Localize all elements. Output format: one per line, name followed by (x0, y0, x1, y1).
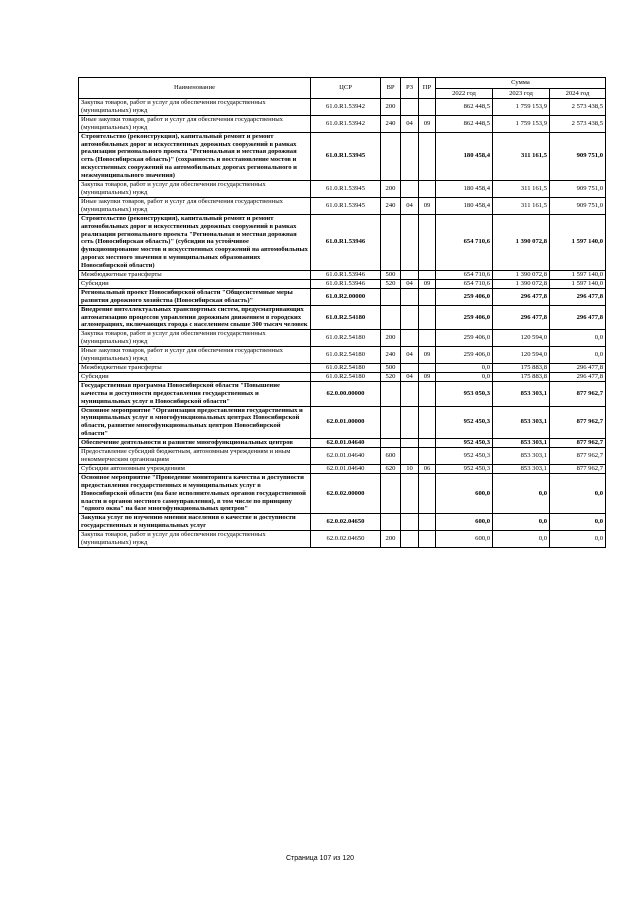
table-row (79, 181, 606, 198)
row-vr-cell: 200 (381, 330, 401, 347)
row-rz-cell (401, 271, 419, 280)
row-csr-cell: 61.0.R2.54180 (311, 372, 381, 381)
header-csr: ЦСР (311, 78, 381, 99)
row-pr-cell (419, 531, 436, 548)
row-sum-2024-cell: 0,0 (550, 514, 606, 531)
row-sum-2023-cell: 0,0 (493, 473, 550, 514)
row-vr-cell: 500 (381, 364, 401, 373)
row-csr-cell: 61.0.R1.53945 (311, 132, 381, 180)
row-sum-2023-cell: 311 161,5 (493, 181, 550, 198)
row-csr-cell: 61.0.R1.53945 (311, 181, 381, 198)
row-sum-2022-cell: 180 458,4 (436, 181, 493, 198)
row-pr-cell (419, 288, 436, 305)
row-sum-2024-cell: 0,0 (550, 347, 606, 364)
row-rz-cell (401, 531, 419, 548)
row-sum-2023-cell: 1 759 153,9 (493, 115, 550, 132)
row-pr-cell (419, 305, 436, 330)
header-vr: ВР (381, 78, 401, 99)
row-name-cell: Государственная программа Новосибирской области "Повышение качества и доступности предоставления государственных и муниципальных услуг в Новосибирской области" (79, 381, 311, 406)
row-sum-2022-cell: 180 458,4 (436, 197, 493, 214)
row-csr-cell: 61.0.R2.54180 (311, 347, 381, 364)
row-sum-2024-cell: 296 477,8 (550, 364, 606, 373)
row-name-cell: Обеспечение деятельности и развитие многофункциональных центров (79, 439, 311, 448)
row-sum-2024-cell: 1 597 140,0 (550, 271, 606, 280)
row-name-cell: Иные закупки товаров, работ и услуг для обеспечения государственных (муниципальных) нужд (79, 197, 311, 214)
row-csr-cell: 61.0.R2.54180 (311, 330, 381, 347)
table-row (79, 197, 606, 214)
row-vr-cell: 240 (381, 197, 401, 214)
row-rz-cell: 10 (401, 464, 419, 473)
header-rz: РЗ (401, 78, 419, 99)
row-sum-2022-cell: 654 710,6 (436, 279, 493, 288)
row-sum-2023-cell: 853 303,1 (493, 464, 550, 473)
row-rz-cell (401, 381, 419, 406)
row-name-cell: Основное мероприятие "Проведение мониторинга качества и доступности предоставления государственных и муниципальных услуг в Новосибирской области (на базе исполнительных органов государственной власти и органов местного самоуправления), в том числе по принципу "одного окна" на базе многофункциональных центров" (79, 473, 311, 514)
table-row (79, 288, 606, 305)
table-row (79, 279, 606, 288)
row-sum-2022-cell: 600,0 (436, 531, 493, 548)
table-body (79, 99, 606, 548)
row-name-cell: Закупка товаров, работ и услуг для обеспечения государственных (муниципальных) нужд (79, 330, 311, 347)
row-pr-cell: 09 (419, 197, 436, 214)
row-pr-cell (419, 99, 436, 116)
row-name-cell: Субсидии автономным учреждениям (79, 464, 311, 473)
row-csr-cell: 62.0.00.00000 (311, 381, 381, 406)
row-name-cell: Субсидии (79, 279, 311, 288)
row-sum-2023-cell: 311 161,5 (493, 197, 550, 214)
row-pr-cell (419, 381, 436, 406)
row-name-cell: Строительство (реконструкция), капитальный ремонт и ремонт автомобильных дорог и искусственных дорожных сооружений в рамках реализации регионального проекта "Региональная и местная дорожная сеть (Новосибирская область)" (сохранность и восстановление мостов и искусственных сооружений на автомобильных дорогах регионального и межмуниципального значения) (79, 132, 311, 180)
row-sum-2023-cell: 120 594,0 (493, 330, 550, 347)
row-sum-2024-cell: 0,0 (550, 473, 606, 514)
header-name: Наименование (79, 78, 311, 99)
row-rz-cell (401, 132, 419, 180)
row-pr-cell (419, 473, 436, 514)
row-csr-cell: 62.0.01.00000 (311, 406, 381, 439)
row-sum-2024-cell: 1 597 140,0 (550, 214, 606, 270)
table-row (79, 406, 606, 439)
row-name-cell: Предоставление субсидий бюджетным, автономным учреждениям и иным некоммерческим организациям (79, 448, 311, 465)
table-row (79, 381, 606, 406)
row-vr-cell: 240 (381, 347, 401, 364)
row-pr-cell (419, 448, 436, 465)
row-csr-cell: 61.0.R1.53946 (311, 214, 381, 270)
row-sum-2023-cell: 853 303,1 (493, 448, 550, 465)
row-sum-2024-cell: 1 597 140,0 (550, 279, 606, 288)
row-sum-2024-cell: 909 751,0 (550, 132, 606, 180)
row-name-cell: Закупка товаров, работ и услуг для обеспечения государственных (муниципальных) нужд (79, 181, 311, 198)
table-row (79, 372, 606, 381)
row-csr-cell: 61.0.R1.53942 (311, 99, 381, 116)
row-sum-2022-cell: 952 450,3 (436, 439, 493, 448)
row-pr-cell (419, 271, 436, 280)
row-pr-cell (419, 214, 436, 270)
row-vr-cell (381, 132, 401, 180)
row-csr-cell: 61.0.R1.53942 (311, 115, 381, 132)
row-pr-cell (419, 181, 436, 198)
row-vr-cell (381, 214, 401, 270)
row-sum-2022-cell: 0,0 (436, 372, 493, 381)
row-sum-2022-cell: 180 458,4 (436, 132, 493, 180)
row-name-cell: Иные закупки товаров, работ и услуг для обеспечения государственных (муниципальных) нужд (79, 115, 311, 132)
row-sum-2022-cell: 952 450,3 (436, 464, 493, 473)
row-name-cell: Региональный проект Новосибирской области "Общесистемные меры развития дорожного хозяйства (Новосибирская область)" (79, 288, 311, 305)
row-sum-2024-cell: 0,0 (550, 531, 606, 548)
row-sum-2022-cell: 862 448,5 (436, 115, 493, 132)
row-rz-cell (401, 364, 419, 373)
row-pr-cell (419, 132, 436, 180)
header-pr: ПР (419, 78, 436, 99)
row-sum-2024-cell: 296 477,8 (550, 372, 606, 381)
row-rz-cell (401, 181, 419, 198)
row-vr-cell: 200 (381, 181, 401, 198)
row-vr-cell (381, 439, 401, 448)
row-sum-2023-cell: 1 759 153,9 (493, 99, 550, 116)
row-sum-2023-cell: 296 477,8 (493, 305, 550, 330)
row-vr-cell: 200 (381, 99, 401, 116)
row-sum-2024-cell: 296 477,8 (550, 305, 606, 330)
row-csr-cell: 61.0.R1.53946 (311, 279, 381, 288)
row-rz-cell (401, 448, 419, 465)
row-csr-cell: 62.0.01.04640 (311, 464, 381, 473)
row-csr-cell: 61.0.R1.53946 (311, 271, 381, 280)
row-vr-cell: 200 (381, 531, 401, 548)
row-sum-2023-cell: 175 883,8 (493, 372, 550, 381)
table-row (79, 473, 606, 514)
row-pr-cell (419, 364, 436, 373)
header-year-2023: 2023 год (493, 89, 550, 99)
row-name-cell: Закупка товаров, работ и услуг для обеспечения государственных (муниципальных) нужд (79, 99, 311, 116)
table-row (79, 115, 606, 132)
row-sum-2023-cell: 296 477,8 (493, 288, 550, 305)
row-sum-2022-cell: 600,0 (436, 514, 493, 531)
row-sum-2024-cell: 877 962,7 (550, 381, 606, 406)
row-sum-2024-cell: 2 573 438,5 (550, 99, 606, 116)
row-vr-cell (381, 514, 401, 531)
header-year-2024: 2024 год (550, 89, 606, 99)
row-rz-cell (401, 473, 419, 514)
row-sum-2022-cell: 953 050,3 (436, 381, 493, 406)
row-sum-2022-cell: 654 710,6 (436, 214, 493, 270)
table-row (79, 514, 606, 531)
row-name-cell: Основное мероприятие "Организация предоставления государственных и муниципальных услуг в многофункциональных центрах Новосибирской области, развитие многофункциональных центров Новосибирской области" (79, 406, 311, 439)
table-row (79, 305, 606, 330)
row-sum-2023-cell: 1 390 072,8 (493, 279, 550, 288)
row-pr-cell (419, 514, 436, 531)
row-sum-2022-cell: 600,0 (436, 473, 493, 514)
row-csr-cell: 62.0.01.04640 (311, 439, 381, 448)
row-sum-2023-cell: 0,0 (493, 531, 550, 548)
table-row (79, 439, 606, 448)
table-row (79, 271, 606, 280)
table-row (79, 531, 606, 548)
row-rz-cell (401, 288, 419, 305)
row-name-cell: Внедрение интеллектуальных транспортных систем, предусматривающих автоматизацию процессов управления дорожным движением в городских агломерациях, включающих города с населением свыше 300 тысяч человек (79, 305, 311, 330)
row-sum-2023-cell: 1 390 072,8 (493, 271, 550, 280)
row-sum-2022-cell: 259 406,0 (436, 288, 493, 305)
row-csr-cell: 61.0.R2.54180 (311, 364, 381, 373)
row-rz-cell (401, 330, 419, 347)
row-csr-cell: 62.0.02.04650 (311, 514, 381, 531)
table-row (79, 347, 606, 364)
row-pr-cell: 09 (419, 372, 436, 381)
row-vr-cell: 240 (381, 115, 401, 132)
row-sum-2023-cell: 1 390 072,8 (493, 214, 550, 270)
row-sum-2023-cell: 853 303,1 (493, 439, 550, 448)
page-number: Страница 107 из 120 (285, 855, 355, 862)
row-rz-cell (401, 214, 419, 270)
row-rz-cell: 04 (401, 115, 419, 132)
table-row (79, 448, 606, 465)
row-name-cell: Строительство (реконструкция), капитальный ремонт и ремонт автомобильных дорог и искусственных дорожных сооружений в рамках реализации регионального проекта "Региональная и местная дорожная сеть (Новосибирская область)" (субсидии на устойчивое функционирование мостов и искусственных сооружений на автомобильных дорогах местного значения в муниципальных образованиях Новосибирской области) (79, 214, 311, 270)
row-sum-2023-cell: 0,0 (493, 514, 550, 531)
table-row (79, 132, 606, 180)
row-rz-cell: 04 (401, 347, 419, 364)
row-vr-cell: 520 (381, 279, 401, 288)
row-rz-cell: 04 (401, 372, 419, 381)
header-sum: Сумма (436, 78, 606, 89)
row-name-cell: Субсидии (79, 372, 311, 381)
row-sum-2023-cell: 853 303,1 (493, 381, 550, 406)
row-csr-cell: 61.0.R2.00000 (311, 288, 381, 305)
row-pr-cell (419, 330, 436, 347)
row-vr-cell: 600 (381, 448, 401, 465)
row-sum-2024-cell: 296 477,8 (550, 288, 606, 305)
row-name-cell: Межбюджетные трансферты (79, 271, 311, 280)
row-sum-2022-cell: 654 710,6 (436, 271, 493, 280)
row-sum-2023-cell: 311 161,5 (493, 132, 550, 180)
row-rz-cell (401, 406, 419, 439)
header-year-2022: 2022 год (436, 89, 493, 99)
row-sum-2024-cell: 0,0 (550, 330, 606, 347)
row-sum-2022-cell: 259 406,0 (436, 305, 493, 330)
row-sum-2024-cell: 909 751,0 (550, 181, 606, 198)
row-rz-cell (401, 514, 419, 531)
row-csr-cell: 61.0.R2.54180 (311, 305, 381, 330)
row-pr-cell: 09 (419, 347, 436, 364)
row-vr-cell: 500 (381, 271, 401, 280)
row-sum-2023-cell: 853 303,1 (493, 406, 550, 439)
table-row (79, 464, 606, 473)
row-pr-cell: 06 (419, 464, 436, 473)
row-sum-2024-cell: 877 962,7 (550, 448, 606, 465)
row-vr-cell: 520 (381, 372, 401, 381)
row-sum-2024-cell: 909 751,0 (550, 197, 606, 214)
row-rz-cell (401, 439, 419, 448)
row-rz-cell (401, 99, 419, 116)
row-name-cell: Межбюджетные трансферты (79, 364, 311, 373)
row-sum-2022-cell: 259 406,0 (436, 347, 493, 364)
budget-table (78, 77, 606, 548)
row-pr-cell (419, 439, 436, 448)
row-name-cell: Закупка товаров, работ и услуг для обеспечения государственных (муниципальных) нужд (79, 531, 311, 548)
table-header (79, 78, 606, 99)
row-sum-2022-cell: 862 448,5 (436, 99, 493, 116)
row-pr-cell (419, 406, 436, 439)
row-sum-2024-cell: 877 962,7 (550, 464, 606, 473)
row-sum-2023-cell: 120 594,0 (493, 347, 550, 364)
row-name-cell: Иные закупки товаров, работ и услуг для обеспечения государственных (муниципальных) нужд (79, 347, 311, 364)
row-csr-cell: 61.0.R1.53945 (311, 197, 381, 214)
row-vr-cell (381, 406, 401, 439)
row-rz-cell: 04 (401, 279, 419, 288)
row-sum-2022-cell: 0,0 (436, 364, 493, 373)
row-sum-2024-cell: 877 962,7 (550, 406, 606, 439)
table-row (79, 330, 606, 347)
row-csr-cell: 62.0.02.00000 (311, 473, 381, 514)
row-sum-2022-cell: 952 450,3 (436, 406, 493, 439)
row-pr-cell: 09 (419, 279, 436, 288)
row-vr-cell (381, 381, 401, 406)
table-row (79, 214, 606, 270)
row-sum-2024-cell: 2 573 438,5 (550, 115, 606, 132)
table-row (79, 364, 606, 373)
row-sum-2022-cell: 259 406,0 (436, 330, 493, 347)
row-sum-2022-cell: 952 450,3 (436, 448, 493, 465)
row-sum-2024-cell: 877 962,7 (550, 439, 606, 448)
row-csr-cell: 62.0.02.04650 (311, 531, 381, 548)
row-vr-cell: 620 (381, 464, 401, 473)
row-rz-cell: 04 (401, 197, 419, 214)
row-vr-cell (381, 305, 401, 330)
table-row (79, 99, 606, 116)
row-csr-cell: 62.0.01.04640 (311, 448, 381, 465)
row-name-cell: Закупка услуг по изучению мнения населения о качестве и доступности государственных и муниципальных услуг (79, 514, 311, 531)
row-vr-cell (381, 288, 401, 305)
row-sum-2023-cell: 175 883,8 (493, 364, 550, 373)
row-pr-cell: 09 (419, 115, 436, 132)
row-rz-cell (401, 305, 419, 330)
row-vr-cell (381, 473, 401, 514)
